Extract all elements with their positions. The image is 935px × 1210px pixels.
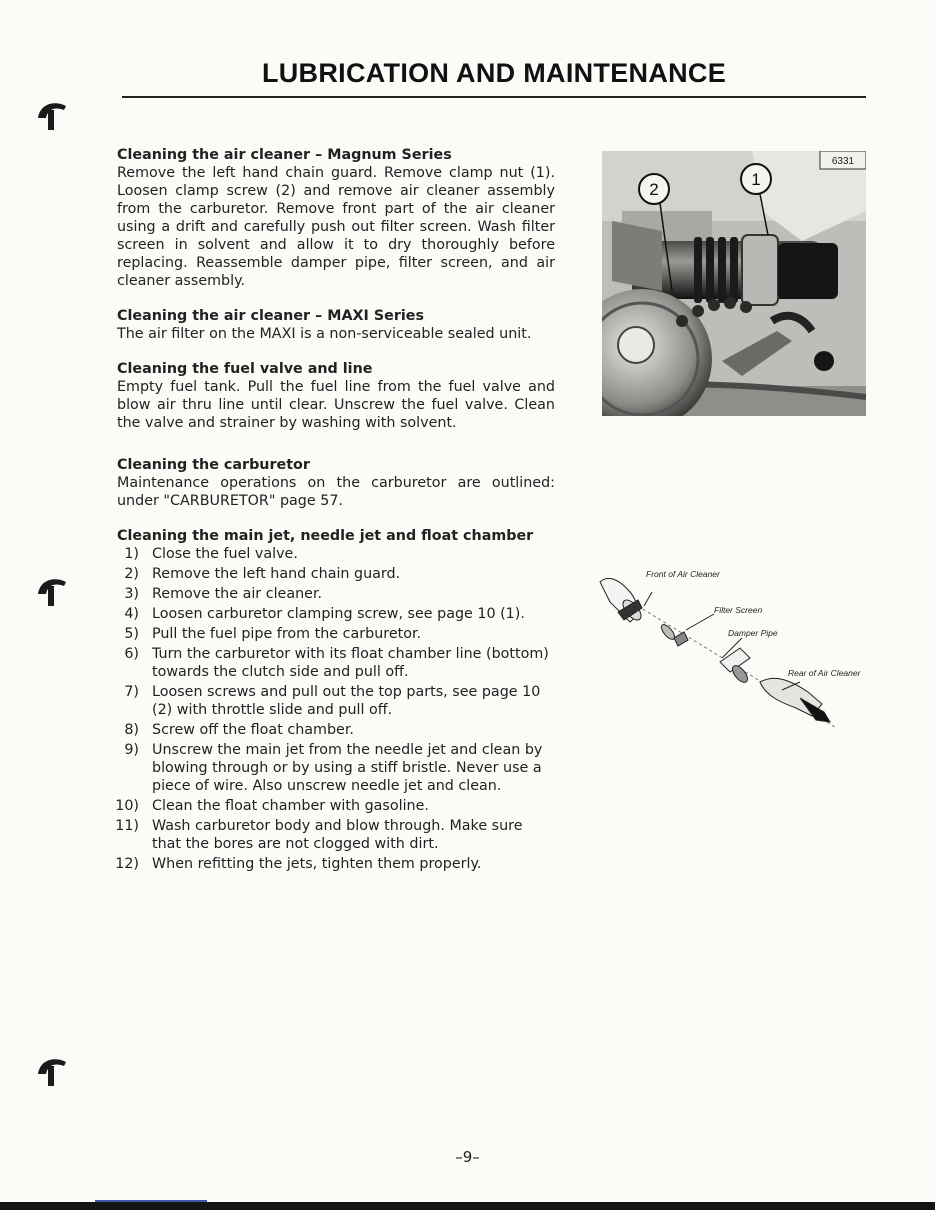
label-front-of-air-cleaner: Front of Air Cleaner (646, 569, 720, 579)
list-item: 11) Wash carburetor body and blow through. Make sure that the bores are not clogged with dirt. (115, 818, 523, 852)
maxi-heading: Cleaning the air cleaner – MAXI Series (117, 308, 424, 324)
list-item: 10) Clean the float chamber with gasoline. (115, 798, 429, 814)
carb-heading: Cleaning the carburetor (117, 457, 310, 473)
list-item: 5) Pull the fuel pipe from the carburetor. (124, 626, 422, 642)
scan-bottom-edge (0, 1202, 935, 1210)
list-item: 2) Remove the left hand chain guard. (124, 566, 401, 582)
carb-body: Maintenance operations on the carburetor are outlined: under "CARBURETOR" page 57. (117, 475, 555, 509)
magnum-heading: Cleaning the air cleaner – Magnum Series (117, 147, 452, 163)
jet-steps (117, 545, 555, 873)
photo-ref-number: 6331 (831, 156, 855, 167)
label-rear-of-air-cleaner: Rear of Air Cleaner (788, 668, 861, 678)
fuel-heading: Cleaning the fuel valve and line (117, 361, 373, 377)
fuel-body: Empty fuel tank. Pull the fuel line from the fuel valve and blow air thru line until clear. Unscrew the fuel valve. Clean the valve and strainer by washing with solvent. (117, 379, 555, 431)
label-damper-pipe: Damper Pipe (728, 628, 778, 638)
list-item: 9) Unscrew the main jet from the needle jet and clean by blowing through or by using a stiff bristle. Never use a piece of wire. Also unscrew needle jet and clean. (124, 742, 543, 794)
callout-2: 2 (649, 180, 659, 199)
list-item: 8) Screw off the float chamber. (124, 722, 354, 738)
binder-hole-top (34, 96, 68, 130)
binder-hole-bottom (34, 1052, 68, 1086)
list-item: 7) Loosen screws and pull out the top parts, see page 10 (2) with throttle slide and pull off. (124, 684, 541, 718)
callout-1: 1 (751, 170, 761, 189)
list-item: 1) Close the fuel valve. (124, 546, 298, 562)
list-item: 4) Loosen carburetor clamping screw, see page 10 (1). (124, 606, 525, 622)
magnum-body: Remove the left hand chain guard. Remove clamp nut (1). Loosen clamp screw (2) and remove air cleaner assembly from the carburetor. Remove front part of the air cleaner using a drift and carefully push out filter screen. Wash filter screen in solvent and allow it to dry thoroughly before replacing. Reassemble damper pipe, filter screen, and air cleaner assembly. (117, 165, 555, 289)
air-cleaner-diagram (590, 562, 880, 742)
page-title: LUBRICATION AND MAINTENANCE (261, 58, 727, 88)
text-column (117, 146, 555, 875)
title-rule (122, 96, 866, 98)
jet-heading: Cleaning the main jet, needle jet and float chamber (117, 528, 534, 544)
list-item: 3) Remove the air cleaner. (124, 586, 323, 602)
list-item: 6) Turn the carburetor with its float chamber line (bottom) towards the clutch side and pull off. (124, 646, 549, 680)
label-filter-screen: Filter Screen (714, 605, 763, 615)
air-cleaner-photo (602, 151, 866, 416)
maxi-body: The air filter on the MAXI is a non-serviceable sealed unit. (117, 326, 532, 342)
page-number: –9– (455, 1148, 480, 1166)
binder-hole-middle (34, 572, 68, 606)
list-item: 12) When refitting the jets, tighten them properly. (115, 856, 482, 872)
